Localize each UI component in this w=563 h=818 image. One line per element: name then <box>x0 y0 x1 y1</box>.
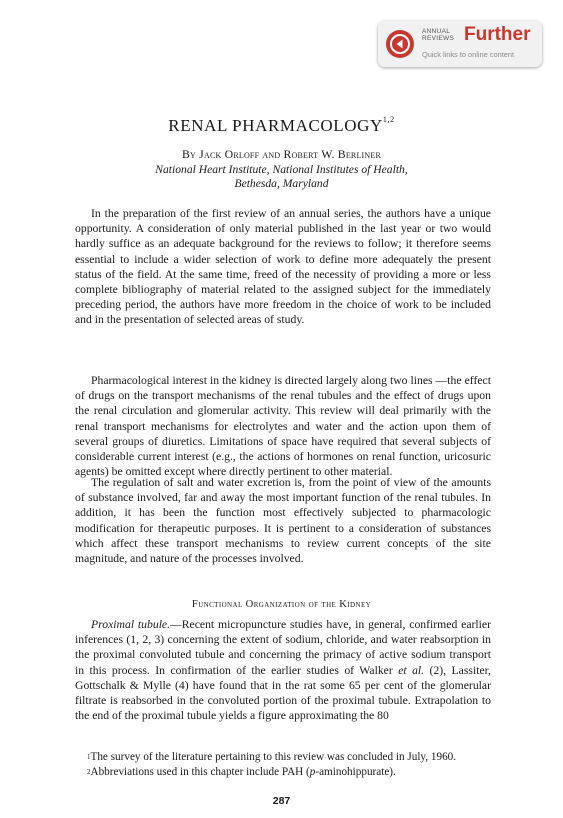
play-arrow-icon <box>386 30 414 58</box>
paragraph-text-part-2: (2), Lassiter, Gottschalk & Mylle (4) have found that in the rat some 65 per cent of the glomerular filtrate is reabsorbed in the convoluted portion of the proximal tubule. Extrapolation to the end of the proximal tubule yields a figure approximating the 80 <box>75 663 491 723</box>
further-wordmark: Further <box>464 24 531 45</box>
paragraph-lead-term: Proximal tubule. <box>91 618 171 631</box>
footnote-1-marker: 1 <box>87 753 91 761</box>
article-title <box>0 116 563 136</box>
paragraph-et-al: et al. <box>398 663 425 677</box>
title-footnote-refs: 1,2 <box>382 115 395 124</box>
footnote-2 <box>75 765 491 780</box>
section-heading: Functional Organization of the Kidney <box>191 599 372 610</box>
footnote-2-text-end: -aminohippurate). <box>315 765 396 778</box>
badge-subtitle: Quick links to online content <box>422 50 515 59</box>
footnote-2-marker: 2 <box>87 767 91 776</box>
footnote-1 <box>75 750 491 765</box>
annual-reviews-wordmark: ANNUAL REVIEWS <box>422 28 455 42</box>
footnote-1-text: The survey of the literature pertaining to this review was concluded in July, 1960. <box>90 751 457 763</box>
footnote-2-italic: p <box>309 765 316 778</box>
paragraph-text-part-1: —Recent micropuncture studies have, in general, confirmed earlier inferences (1, 2, 3) concerning the extent of sodium, chloride, and water reabsorption in the proximal convoluted tubule and concerning the primacy of active sodium transport in this process. In confirmation of the earlier studies of Walker <box>75 618 491 677</box>
paragraph-pharmacological-interest: Pharmacological interest in the kidney is directed largely along two lines —the effect of drugs on the transport mechanisms of the renal tubules and the effect of drugs upon the renal circulation and glomerular activity. This review will deal primarily with the renal transport mechanisms for electrolytes and water and the action upon them of several groups of diuretics. Limitations of space have required that several subjects of considerable current interest (e.g., the actions of hormones on renal function, uricosuric agents) be omitted except where directly pertinent to other material. <box>75 374 491 479</box>
article-authors: By Jack Orloff and Robert W. Berliner <box>181 147 381 161</box>
further-links-badge[interactable] <box>378 21 542 67</box>
affiliation-line-2: Bethesda, Maryland <box>234 177 329 190</box>
footnote-2-text: Abbreviations used in this chapter include PAH ( <box>90 765 310 778</box>
paragraph-proximal-tubule <box>75 617 491 723</box>
author-affiliation <box>0 163 563 191</box>
footnotes <box>75 750 491 780</box>
title-text: RENAL PHARMACOLOGY <box>168 116 383 135</box>
page-number: 287 <box>272 795 291 807</box>
affiliation-line-1: National Heart Institute, National Institutes of Health, <box>155 163 408 176</box>
paragraph-introduction: In the preparation of the first review of an annual series, the authors have a unique opportunity. A consideration of only material published in the last year or two would hardly suffice as an adequate background for the reviews to follow; it therefore seems essential to include a wider selection of work to define more adequately the present status of the field. At the same time, freed of the necessity of providing a more or less complete bibliography of material related to the assigned subject for the immediately preceding period, the authors have more freedom in the choice of work to be included and in the presentation of selected areas of study. <box>75 207 491 327</box>
paragraph-salt-water-regulation: The regulation of salt and water excretion is, from the point of view of the amounts of substance involved, far and away the most important function of the renal tubules. In addition, it has been the function most effectively subjected to pharmacologic modification for therapeutic purposes. It is pertinent to a consideration of substances which affect these transport mechanisms to review current concepts of the site magnitude, and nature of the processes involved. <box>75 476 491 566</box>
